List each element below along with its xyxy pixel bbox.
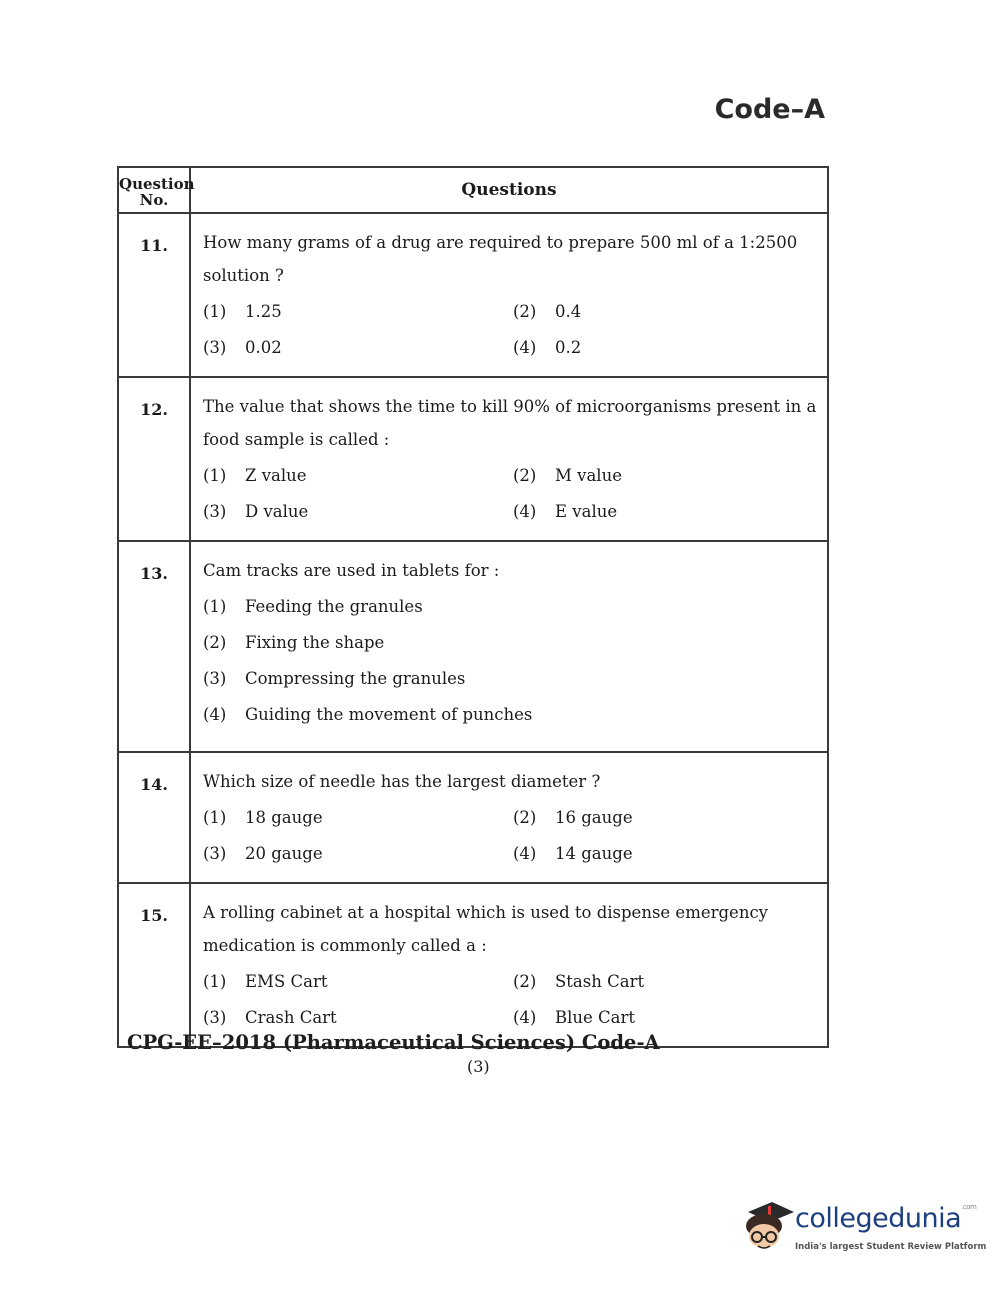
question-number: 12. [118,377,190,541]
question-no-header: Question No. [118,167,190,213]
option: (3) 20 gauge [203,844,323,863]
option: (4) 0.2 [513,338,582,357]
option: (3) Compressing the granules [203,669,466,688]
collegedunia-logo [738,1200,987,1260]
question-number: 14. [118,752,190,883]
option: (2) 16 gauge [513,808,633,827]
option: (2) M value [513,466,622,485]
question-row [118,213,828,377]
option: (1) Z value [203,466,307,485]
options [203,462,823,526]
question-body [190,213,828,377]
question-row [118,752,828,883]
question-text: The value that shows the time to kill 90% of microorganisms present in a food sample is called : [203,397,817,449]
option: (3) 0.02 [203,338,282,357]
option: (1) 18 gauge [203,808,323,827]
exam-footer: CPG-EE–2018 (Pharmaceutical Sciences) Code-A [127,1031,660,1054]
option: (3) Crash Cart [203,1008,337,1027]
question-text: How many grams of a drug are required to prepare 500 ml of a 1:2500 solution ? [203,233,798,285]
mascot-icon [738,1200,796,1256]
option: (1) Feeding the granules [203,597,423,616]
question-row [118,377,828,541]
question-text: Cam tracks are used in tablets for : [203,561,500,580]
question-text: A rolling cabinet at a hospital which is used to dispense emergency medication is commonly called a : [203,903,769,955]
option: (4) Blue Cart [513,1008,636,1027]
question-number: 11. [118,213,190,377]
option: (2) Stash Cart [513,972,645,991]
option: (4) Guiding the movement of punches [203,705,533,724]
paper-code: Code–A [714,94,825,125]
question-number: 15. [118,883,190,1047]
option: (1) EMS Cart [203,972,328,991]
options [203,804,823,868]
options [203,968,823,1032]
option: (2) 0.4 [513,302,582,321]
question-body [190,541,828,752]
question-body [190,752,828,883]
questions-header: Questions [190,167,828,213]
page-number: (3) [467,1057,490,1076]
options [203,298,823,362]
question-number: 13. [118,541,190,752]
options [203,593,823,729]
logo-wordmark: collegedunia [795,1203,962,1234]
option: (2) Fixing the shape [203,633,385,652]
question-table [117,166,829,1048]
option: (1) 1.25 [203,302,282,321]
option: (3) D value [203,502,309,521]
question-row [118,883,828,1047]
question-text: Which size of needle has the largest diameter ? [203,772,601,791]
question-body [190,377,828,541]
option: (4) 14 gauge [513,844,633,863]
table-header-row [118,167,828,213]
question-body [190,883,828,1047]
logo-tagline: India's largest Student Review Platform [795,1242,987,1252]
option: (4) E value [513,502,618,521]
question-row [118,541,828,752]
logo-suffix: .com [961,1203,977,1211]
